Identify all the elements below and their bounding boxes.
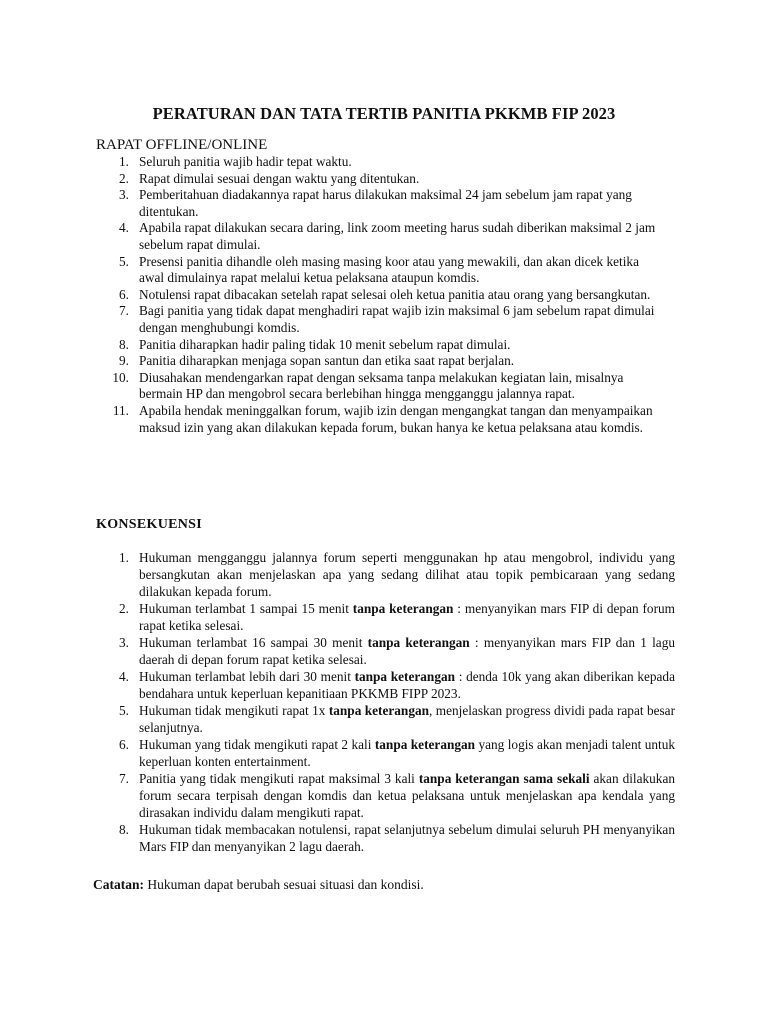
document-title: PERATURAN DAN TATA TERTIB PANITIA PKKMB FIP 2023 (152, 104, 616, 123)
list-item-text: Panitia yang tidak mengikuti rapat maksimal 3 kali (139, 771, 419, 786)
section-heading-rapat: RAPAT OFFLINE/ONLINE (96, 137, 268, 153)
list-item-number: 3. (119, 635, 129, 650)
rapat-rule-item (119, 253, 659, 287)
list-item-text: Rapat dimulai sesuai dengan waktu yang ditentukan. (139, 170, 420, 186)
rapat-rule-item (119, 170, 659, 188)
konsekuensi-item (119, 821, 675, 855)
emphasis-text: tanpa keterangan (352, 601, 454, 616)
list-item-text: Seluruh panitia wajib hadir tepat waktu. (139, 154, 352, 169)
list-item-text: Hukuman mengganggu jalannya forum seperti menggunakan hp atau mengobrol, individu yang bersangkutan akan menjelaskan apa yang sedang dilihat atau topik pembicaraan yang sedang dilakukan kepada forum. (139, 550, 675, 599)
list-item-number: 8. (119, 822, 129, 837)
list-item-text: Panitia diharapkan hadir paling tidak 10 menit sebelum rapat dimulai. (139, 336, 511, 352)
list-item-number: 4. (119, 669, 129, 684)
list-item-number: 10. (112, 369, 129, 385)
list-item-text: Apabila hendak meninggalkan forum, wajib izin dengan mengangkat tangan dan menyampaikan maksud izin yang akan dilakukan kepada forum, bukan hanya ke ketua pelaksana atau komdis. (139, 402, 653, 435)
list-item-number: 8. (119, 336, 129, 352)
rapat-rule-item (119, 353, 659, 370)
emphasis-text: tanpa keterangan (354, 669, 456, 684)
list-item-text-continued: akan dilakukan forum secara terpisah dengan komdis dan ketua pelaksana untuk menjelaskan apa kendala yang dirasakan individu dalam mengikuti rapat. (139, 771, 675, 820)
list-item-text: Notulensi rapat dibacakan setelah rapat selesai oleh ketua panitia atau orang yang bersangkutan. (139, 286, 651, 302)
konsekuensi-item (119, 702, 675, 736)
emphasis-text: tanpa keterangan (328, 703, 430, 718)
rapat-rule-item (119, 303, 659, 336)
rapat-rule-item (119, 336, 659, 354)
list-item-text: Presensi panitia dihandle oleh masing masing koor atau yang mewakili, dan akan dicek ketika awal dimulainya rapat melalui ketua pelaksana ataupun komdis. (139, 253, 639, 286)
list-item-number: 9. (119, 353, 129, 369)
note (93, 877, 424, 893)
list-item-text-continued: : denda 10k yang akan diberikan kepada bendahara untuk keperluan kepanitiaan PKKMB FIPP 2023. (139, 669, 675, 701)
konsekuensi-item (119, 549, 675, 600)
list-item-text-continued: : menyanyikan mars FIP dan 1 lagu daerah di depan forum rapat ketika selesai. (139, 635, 675, 667)
list-item-text: Apabila rapat dilakukan secara daring, link zoom meeting harus sudah diberikan maksimal 2 jam sebelum rapat dimulai. (139, 220, 656, 252)
rapat-rule-item (112, 402, 659, 436)
list-item-text-continued: yang logis akan menjadi talent untuk keperluan konten entertainment. (139, 737, 675, 769)
list-item-number: 1. (119, 550, 129, 565)
konsekuensi-item (119, 668, 675, 702)
section-heading-konsekuensi: KONSEKUENSI (96, 517, 202, 532)
list-item-text: Hukuman tidak mengikuti rapat 1x (139, 703, 329, 718)
list-item-text: Diusahakan mendengarkan rapat dengan seksama tanpa melakukan kegiatan lain, misalnya bermain HP dan mengobrol secara berlebihan hingga mengganggu jalannya rapat. (139, 369, 624, 402)
list-item-number: 2. (119, 170, 129, 186)
list-item-number: 6. (119, 737, 129, 752)
list-item-text: Bagi panitia yang tidak dapat menghadiri rapat wajib izin maksimal 6 jam sebelum rapat dimulai dengan menghubungi komdis. (139, 303, 655, 335)
list-item-text: Pemberitahuan diadakannya rapat harus dilakukan maksimal 24 jam sebelum jam rapat yang ditentukan. (139, 187, 632, 219)
konsekuensi-list (119, 549, 675, 855)
rapat-rule-item (119, 154, 659, 171)
list-item-text: Hukuman terlambat 1 sampai 15 menit (139, 601, 353, 616)
list-item-number: 6. (119, 286, 129, 302)
list-item-number: 5. (119, 253, 129, 269)
rapat-rule-item (119, 187, 659, 220)
emphasis-text: tanpa keterangan sama sekali (418, 771, 590, 786)
list-item-text: Panitia diharapkan menjaga sopan santun dan etika saat rapat berjalan. (139, 353, 515, 369)
list-item-text: Hukuman terlambat lebih dari 30 menit (139, 669, 355, 684)
konsekuensi-item (119, 600, 675, 634)
emphasis-text: tanpa keterangan (374, 737, 476, 752)
list-item-number: 4. (119, 220, 129, 236)
rapat-rule-item (119, 220, 659, 253)
konsekuensi-item (119, 634, 675, 668)
list-item-text: Hukuman terlambat 16 sampai 30 menit (139, 635, 368, 650)
list-item-number: 1. (119, 154, 129, 169)
rapat-rules-list (112, 154, 659, 436)
konsekuensi-item (119, 770, 675, 821)
list-item-number: 7. (119, 303, 129, 319)
list-item-number: 7. (119, 771, 129, 786)
list-item-text: Hukuman yang tidak mengikuti rapat 2 kali (139, 737, 375, 752)
note-label: Catatan: (93, 877, 144, 892)
note-text: Hukuman dapat berubah sesuai situasi dan kondisi. (144, 877, 424, 892)
list-item-number: 11. (112, 402, 129, 418)
rapat-rule-item (112, 369, 659, 403)
list-item-text: Hukuman tidak membacakan notulensi, rapat selanjutnya sebelum dimulai seluruh PH menyanyikan Mars FIP dan menyanyikan 2 lagu daerah. (139, 822, 675, 854)
list-item-number: 5. (119, 703, 129, 718)
rapat-rule-item (119, 286, 659, 304)
list-item-number: 3. (119, 187, 129, 203)
konsekuensi-item (119, 736, 675, 770)
emphasis-text: tanpa keterangan (367, 635, 470, 650)
list-item-text-continued: : menyanyikan mars FIP di depan forum rapat ketika selesai. (139, 601, 675, 633)
list-item-number: 2. (119, 601, 129, 616)
list-item-text-continued: , menjelaskan progress dividi pada rapat besar selanjutnya. (139, 703, 675, 735)
